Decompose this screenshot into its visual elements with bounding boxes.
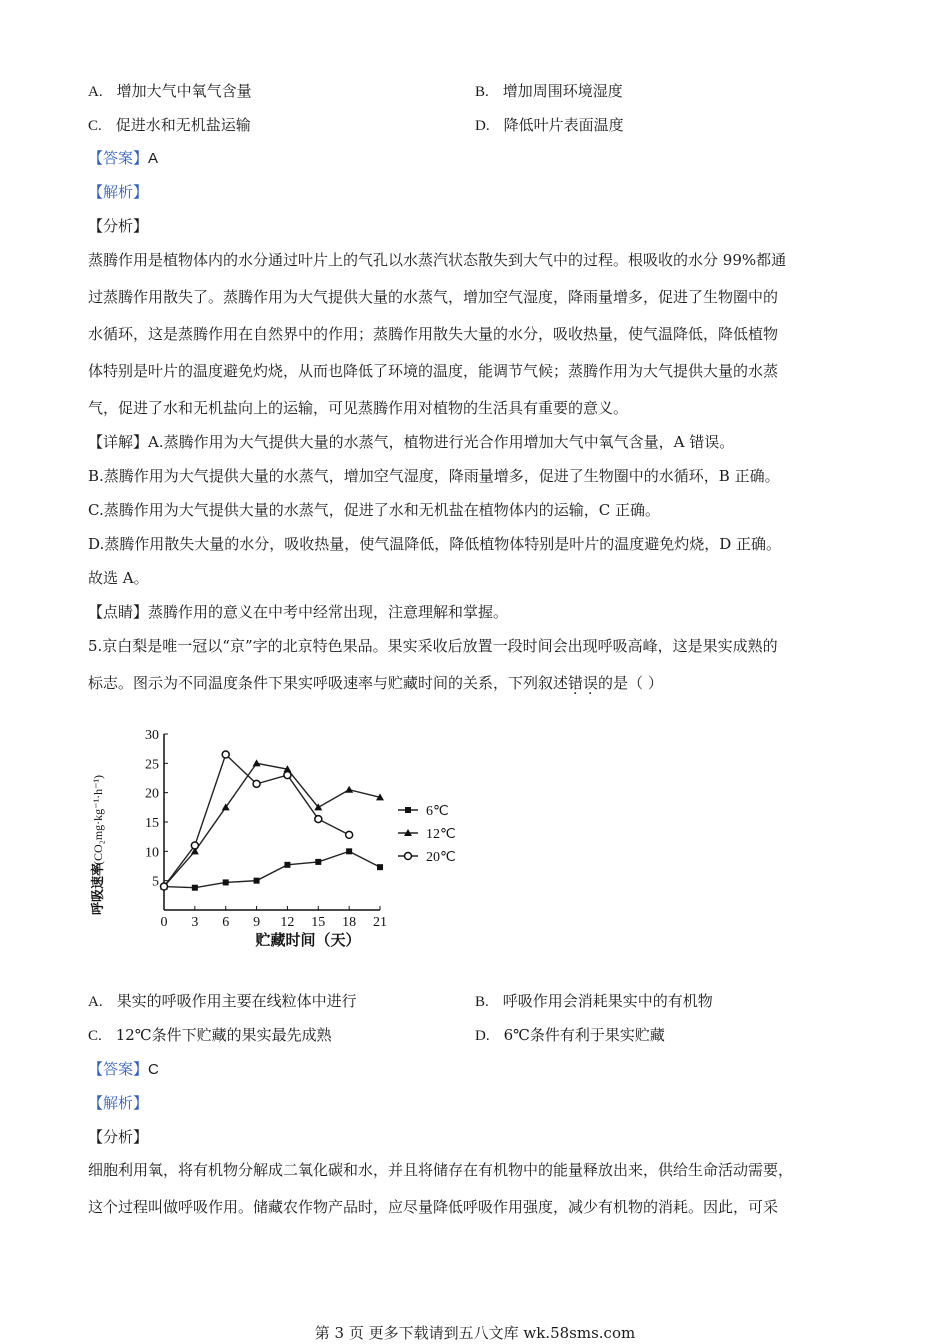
q4-option-c: C. 促进水和无机盐运输 <box>88 116 251 134</box>
q4-analysis-line: 过蒸腾作用散失了。蒸腾作用为大气提供大量的水蒸气，增加空气湿度，降雨量增多，促进了生物圈中的 <box>88 288 779 306</box>
q4-detail-line: 故选 A。 <box>88 569 149 587</box>
q4-jiexi-tag: 【解析】 <box>88 183 149 201</box>
x-tick-label: 15 <box>311 915 326 930</box>
q4-analysis-line: 气，促进了水和无机盐向上的运输，可见蒸腾作用对植物的生活具有重要的意义。 <box>88 399 629 417</box>
y-tick-label: 10 <box>145 845 159 861</box>
chart-series <box>160 751 384 891</box>
data-point <box>346 848 352 854</box>
series-line <box>164 851 380 887</box>
q4-comment: 【点睛】蒸腾作用的意义在中考中经常出现，注意理解和掌握。 <box>88 603 509 621</box>
q4-analysis-line: 体特别是叶片的温度避免灼烧，从而也降低了环境的温度，能调节气候；蒸腾作用为大气提供大量的水蒸 <box>88 362 779 380</box>
data-point <box>191 842 198 849</box>
data-point <box>315 816 322 823</box>
y-tick-label: 15 <box>145 816 159 831</box>
y-tick-label: 25 <box>145 757 159 773</box>
data-point <box>254 878 260 884</box>
q4-answer: 【答案】A <box>88 149 159 167</box>
data-point <box>345 786 353 793</box>
q4-analysis-line: 蒸腾作用是植物体内的水分通过叶片上的气孔以水蒸汽状态散失到大气中的过程。根吸收的水分 99%都通 <box>88 251 787 269</box>
page-footer: 第 3 页 更多下载请到五八文库 wk.58sms.com <box>314 1324 636 1342</box>
data-point <box>284 772 291 779</box>
q5-stem-line2: 标志。图示为不同温度条件下果实呼吸速率与贮藏时间的关系，下列叙述错误的是（ ） <box>88 674 663 692</box>
chart-axes <box>145 728 387 930</box>
data-point <box>253 759 261 766</box>
x-tick-label: 3 <box>191 915 199 930</box>
q5-analysis-line: 细胞利用氧，将有机物分解成二氧化碳和水，并且将储存在有机物中的能量释放出来，供给生命活动需要， <box>88 1161 794 1179</box>
y-tick-label: 5 <box>152 874 159 890</box>
data-point <box>223 879 229 885</box>
data-point <box>253 780 260 787</box>
data-point <box>192 885 198 891</box>
q5-stem-line1: 5.京白梨是唯一冠以“京”字的北京特色果品。果实采收后放置一段时间会出现呼吸高峰，这是果实成熟的 <box>88 637 778 655</box>
data-point <box>377 864 383 870</box>
chart-xlabel: 贮藏时间（天） <box>255 933 361 949</box>
legend-label: 12℃ <box>426 827 456 842</box>
q4-detail-line: C.蒸腾作用为大气提供大量的水蒸气，促进了水和无机盐在植物体内的运输，C 正确。 <box>88 501 660 519</box>
x-tick-label: 18 <box>342 915 357 930</box>
series-square <box>161 848 383 890</box>
data-point <box>222 751 229 758</box>
q5-fenxi-tag: 【分析】 <box>88 1128 149 1146</box>
data-point <box>161 883 168 890</box>
q5-analysis-line: 这个过程叫做呼吸作用。储藏农作物产品时，应尽量降低呼吸作用强度，减少有机物的消耗。因此，可采 <box>88 1198 779 1216</box>
data-point <box>284 862 290 868</box>
q5-option-c: C. 12℃条件下贮藏的果实最先成熟 <box>88 1026 332 1044</box>
y-tick-label: 30 <box>145 728 159 743</box>
q4-detail-line: B.蒸腾作用为大气提供大量的水蒸气，增加空气湿度，降雨量增多，促进了生物圈中的水循环，B 正确。 <box>88 467 780 485</box>
q5-jiexi-tag: 【解析】 <box>88 1094 149 1112</box>
x-tick-label: 12 <box>280 915 295 930</box>
q4-detail-line: 【详解】A.蒸腾作用为大气提供大量的水蒸气，植物进行光合作用增加大气中氧气含量，A 错误。 <box>88 433 735 451</box>
data-point <box>315 859 321 865</box>
x-tick-label: 0 <box>160 915 168 930</box>
legend-marker <box>405 807 411 813</box>
q4-analysis-line: 水循环，这是蒸腾作用在自然界中的作用；蒸腾作用散失大量的水分，吸收热量，使气温降低，降低植物 <box>88 325 779 343</box>
data-point <box>346 831 353 838</box>
legend-label: 20℃ <box>426 850 456 865</box>
q5-answer: 【答案】C <box>88 1060 159 1078</box>
x-tick-label: 21 <box>373 915 387 930</box>
series-circle <box>161 751 353 890</box>
chart-ylabel: 呼吸速率 <box>90 862 105 915</box>
q5-option-d: D. 6℃条件有利于果实贮藏 <box>475 1026 665 1044</box>
x-tick-label: 6 <box>222 915 230 930</box>
q5-option-a: A. 果实的呼吸作用主要在线粒体中进行 <box>88 992 357 1010</box>
respiration-chart <box>88 700 488 960</box>
q4-detail-line: D.蒸腾作用散失大量的水分，吸收热量，使气温降低，降低植物体特别是叶片的温度避免灼烧，D 正确。 <box>88 535 782 553</box>
chart-legend <box>398 804 456 865</box>
x-tick-label: 9 <box>253 915 261 930</box>
legend-label: 6℃ <box>426 804 449 819</box>
chart-yunit: (CO₂mg·kg⁻¹·h⁻¹) <box>91 774 105 865</box>
legend-marker <box>405 853 412 860</box>
series-line <box>164 763 380 886</box>
q4-option-a: A. 增加大气中氧气含量 <box>88 82 252 100</box>
q4-fenxi-tag: 【分析】 <box>88 217 149 235</box>
y-tick-label: 20 <box>145 786 159 802</box>
q4-option-b: B. 增加周围环境湿度 <box>475 82 623 100</box>
q4-option-d: D. 降低叶片表面温度 <box>475 116 624 134</box>
q5-option-b: B. 呼吸作用会消耗果实中的有机物 <box>475 992 713 1010</box>
